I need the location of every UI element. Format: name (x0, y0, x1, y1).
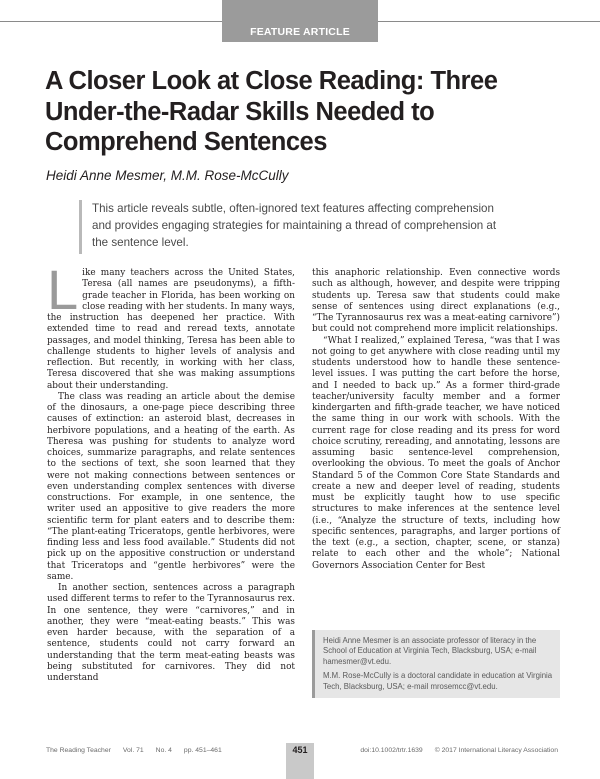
journal-issue: No. 4 (155, 747, 172, 754)
body-paragraph: The class was reading an article about the demise of the dinosaurs, a one-page piece describing three causes of extinction: an asteroid blast, decreases in herbivore populations, and a heating of the earth. As Theresa was pushing for students to analyze word choices, summarize paragraphs, and relate sentences to the sections of text, she soon learned that they were not making connections between sentences or even understanding complex sentences with diverse constructions. For example, in one sentence, the writer used an appositive to give readers the more scientific term for plant eaters and to describe them: “The plant-eating Triceratops, gentle herbivores, were finding less and less food available.” Students did not pick up on the appositive construction or understand that Triceratops and “gentle herbivores” were the same. (47, 391, 295, 582)
left-column (47, 258, 295, 684)
body-paragraph: In another section, sentences across a paragraph used different terms to refer to the Tyrannosaurus rex. In one sentence, they were “carnivores,” and in another, they were “meat-eating beasts.” This was even harder because, with the separation of a sentence, students could not carry forward an understanding that the term meat-eating beasts was being substituted for carnivores. They did not understand (47, 583, 295, 683)
author-bio: M.M. Rose-McCully is a doctoral candidate in education at Virginia Tech, Blacksburg, USA; e-mail mrosemcc@vt.edu. (323, 671, 553, 691)
journal-info (46, 747, 222, 754)
author-bio: Heidi Anne Mesmer is an associate professor of literacy in the School of Education at Virginia Tech, Blacksburg, USA; e-mail hamesmer@vt.edu. (323, 636, 537, 666)
body-paragraph: “What I realized,” explained Teresa, “was that I was not going to get anywhere with close reading until my students understood how to handle these sentence-level issues. I was putting the cart before the horse, and I needed to back up.” As a former third-grade teacher/university faculty member and a former kindergarten and fifth-grade teacher, we have noticed the same thing in our work with schools. With the current rage for close reading and its press for word choice scrutiny, rereading, and annotating, lessons are assuming basic sentence-level comprehension, overlooking the obvious. To meet the goals of Anchor Standard 5 of the Common Core State Standards and create a new and deeper level of reading, students must be explicitly taught how to use specific structures to make inferences at the sentence level (i.e., “Analyze the structure of texts, including how specific sentences, paragraphs, and larger portions of the text (e.g., a section, chapter, scene, or stanza) relate to each other and the whole”; National Governors Association Center for Best (312, 335, 560, 571)
paragraph-text: ike many teachers across the United States, Teresa (all names are pseudonyms), a fifth-grade teacher in Florida, has been working on close reading with her students. In many ways, the instruction has deepened her practice. With extended time to read and reread texts, annotate passages, and model thinking, Teresa has been able to challenge students to higher levels of analysis and reflection. But recently, in working with her class, Teresa discovered that she was making assumptions about their understanding. (47, 268, 295, 391)
body-paragraph: this anaphoric relationship. Even connective words such as although, however, and despite were tripping students up. Teresa saw that students could make sense of sentences using direct explanations (e.g., “The Tyrannosaurus rex was a meat-eating carnivore”) but could not comprehend more implicit relationships. (312, 268, 560, 335)
body-paragraph (47, 258, 295, 392)
author-bio-box (312, 630, 560, 698)
right-column (312, 268, 560, 572)
journal-volume: Vol. 71 (122, 747, 144, 754)
section-tag: FEATURE ARTICLE (222, 0, 378, 42)
journal-pages: pp. 451–461 (183, 747, 222, 754)
article-abstract: This article reveals subtle, often-ignored text features affecting comprehension and provides engaging strategies for maintaining a thread of comprehension at the sentence level. (79, 200, 499, 254)
journal-name: The Reading Teacher (46, 747, 111, 754)
copyright: © 2017 International Literacy Association (434, 747, 558, 754)
page-number: 451 (286, 743, 314, 779)
doi-info (360, 747, 558, 754)
article-title: A Closer Look at Close Reading: Three Under-the-Radar Skills Needed to Comprehend Sentences (45, 67, 498, 156)
drop-cap: L (47, 258, 79, 321)
page-footer (0, 743, 600, 779)
header-band (0, 0, 600, 44)
doi: doi:10.1002/trtr.1639 (360, 747, 423, 754)
article-authors: Heidi Anne Mesmer, M.M. Rose-McCully (46, 168, 289, 183)
